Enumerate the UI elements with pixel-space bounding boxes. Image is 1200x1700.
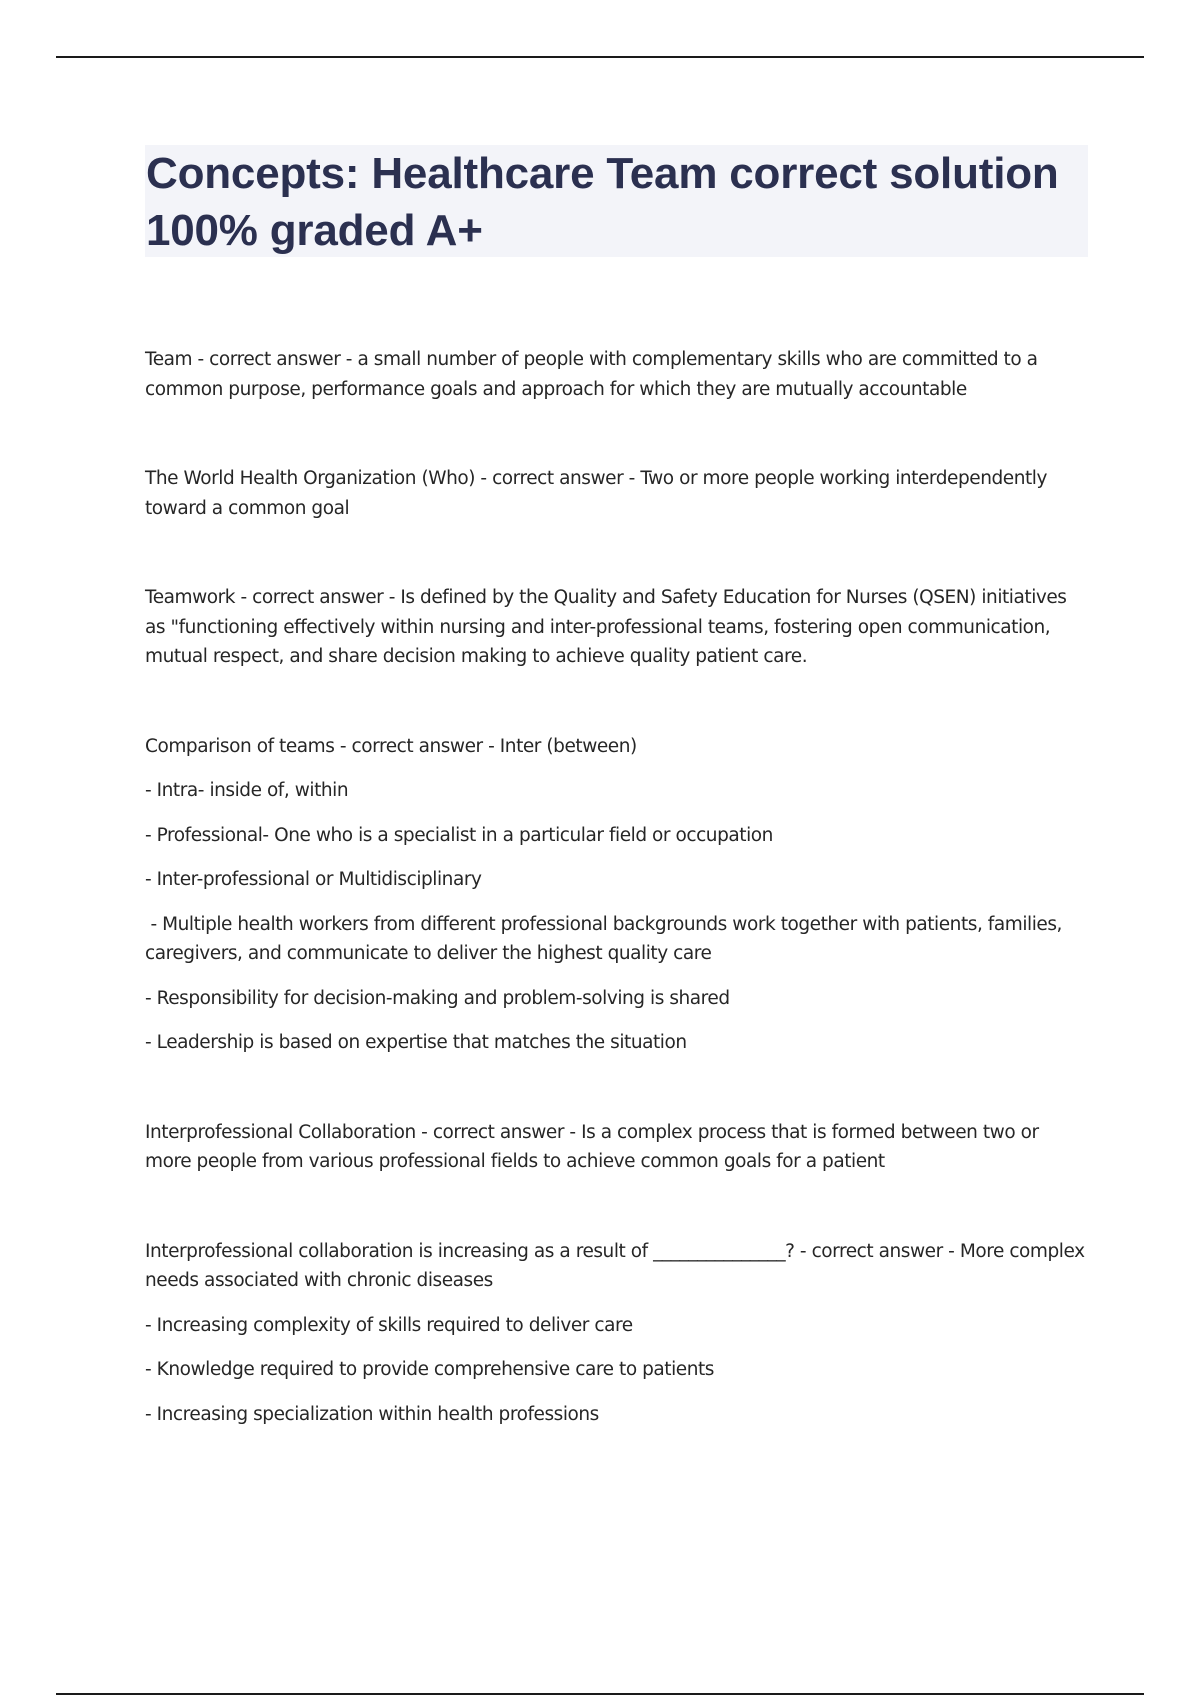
top-rule xyxy=(56,56,1144,58)
entry-list-item: - Leadership is based on expertise that matches the situation xyxy=(145,1032,687,1053)
entry-text: Comparison of teams - correct answer - Inter (between) xyxy=(145,735,637,757)
qa-entry-collaboration-increase xyxy=(145,1237,1090,1430)
entry-list-item: - Intra- inside of, within xyxy=(145,780,349,801)
entry-list-item: - Multiple health workers from different professional backgrounds work together with patients, families, caregivers, and communicate to deliver the highest quality care xyxy=(145,913,1068,964)
entry-text: Team - correct answer - a small number of people with complementary skills who are committed to a common purpose, performance goals and approach for which they are mutually accountable xyxy=(145,349,1038,400)
entry-list-item: - Increasing complexity of skills required to deliver care xyxy=(145,1314,633,1336)
qa-entry-teamwork xyxy=(145,583,1090,672)
qa-entry-comparison-of-teams xyxy=(145,732,1090,1058)
bottom-rule xyxy=(56,1693,1144,1695)
entry-list-item: - Inter-professional or Multidisciplinary xyxy=(145,869,482,890)
qa-entry-who xyxy=(145,464,1090,523)
entry-list-item: - Increasing specialization within health professions xyxy=(145,1403,599,1425)
entry-list-item: - Professional- One who is a specialist in a particular field or occupation xyxy=(145,824,773,846)
entry-text: Teamwork - correct answer - Is defined by the Quality and Safety Education for Nurses (QSEN) initiatives as "functioning effectively within nursing and inter-professional teams, fostering open communication, mutual respect, and share decision making to achieve quality patient care. xyxy=(145,587,1067,667)
entry-text: Interprofessional collaboration is increasing as a result of _______________? - correct answer - More complex needs associated with chronic diseases xyxy=(145,1240,1085,1291)
entry-list-item: - Knowledge required to provide comprehensive care to patients xyxy=(145,1359,714,1380)
document-body xyxy=(145,345,1090,1429)
entry-text: The World Health Organization (Who) - correct answer - Two or more people working interdependently toward a common goal xyxy=(145,468,1047,519)
entry-text: Interprofessional Collaboration - correct answer - Is a complex process that is formed between two or more people from various professional fields to achieve common goals for a patient xyxy=(145,1121,1039,1172)
entry-list-item: - Responsibility for decision-making and problem-solving is shared xyxy=(145,987,730,1009)
qa-entry-team xyxy=(145,345,1090,404)
qa-entry-interprofessional-collaboration xyxy=(145,1118,1090,1177)
document-title: Concepts: Healthcare Team correct solution 100% graded A+ xyxy=(146,149,1059,255)
title-banner xyxy=(145,145,1088,257)
